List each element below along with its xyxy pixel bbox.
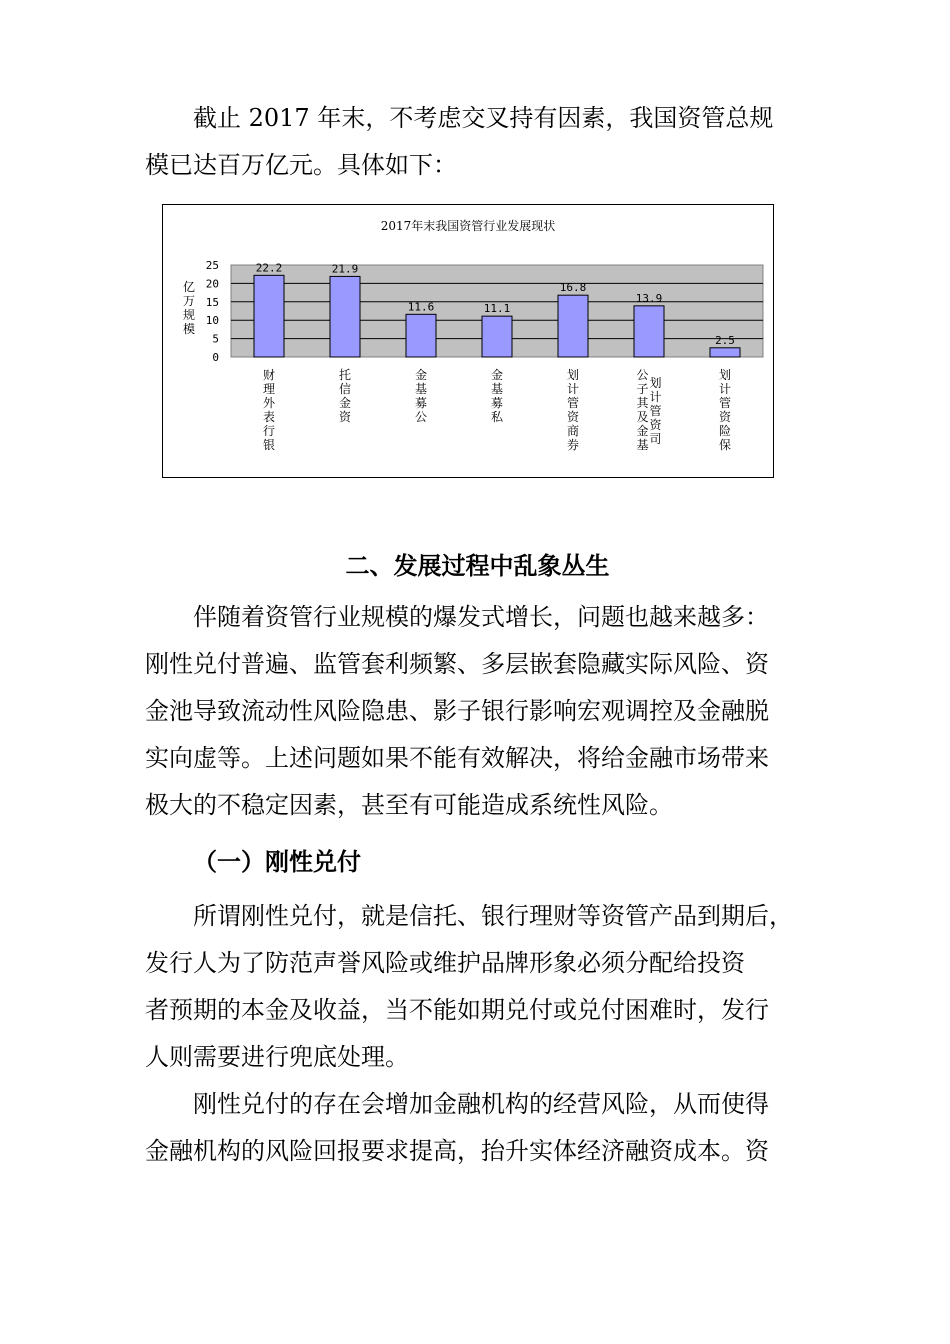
y-tick-label: 20 [205, 277, 219, 291]
y-axis-label [183, 280, 195, 336]
category-label: 金基募私 [490, 368, 504, 424]
section-paragraph [145, 594, 810, 829]
intro-paragraph [145, 95, 810, 189]
bar-value-label: 21.9 [331, 262, 359, 276]
text-line: 发行人为了防范声誉风险或维护品牌形象必须分配给投资 [145, 949, 745, 977]
bar [634, 306, 664, 357]
y-tick-label: 5 [212, 332, 219, 346]
subsection-heading: （一）刚性兑付 [193, 848, 361, 876]
text-line: 刚性兑付普遍、监管套利频繁、多层嵌套隐藏实际风险、资 [145, 650, 769, 678]
subsection-paragraph [145, 1081, 810, 1175]
y-axis-ticks [206, 259, 219, 364]
y-axis-label-text: 亿万规模 [182, 280, 196, 336]
y-tick-label: 25 [205, 259, 219, 272]
text-line: 刚性兑付的存在会增加金融机构的经营风险，从而使得 [193, 1090, 769, 1118]
y-tick-label: 0 [212, 351, 219, 364]
bar-value-label: 16.8 [559, 281, 587, 295]
text-line: 模已达百万亿元。具体如下： [145, 151, 457, 179]
category-label: 财理外表行银 [262, 368, 276, 452]
bar [482, 316, 512, 357]
category-label: 托信金资 [338, 368, 352, 424]
bar-value-label: 22.2 [255, 261, 283, 275]
chart-svg [163, 205, 773, 477]
y-tick-label: 15 [205, 295, 219, 309]
bar-value-label: 11.1 [483, 302, 511, 316]
bar [710, 348, 740, 357]
category-labels [263, 367, 732, 452]
text-line: 者预期的本金及收益，当不能如期兑付或兑付困难时，发行 [145, 996, 769, 1024]
text-line: 所谓刚性兑付，就是信托、银行理财等资管产品到期后， [193, 902, 793, 930]
bar [254, 275, 284, 357]
text-line: 金融机构的风险回报要求提高，抬升实体经济融资成本。资 [145, 1137, 769, 1165]
category-label: 划计管资险保 [718, 368, 732, 452]
bar [558, 295, 588, 357]
text-line: 金池导致流动性风险隐患、影子银行影响宏观调控及金融脱 [145, 697, 769, 725]
y-tick-label: 10 [205, 314, 219, 328]
category-label: 划计管资商券 [566, 368, 580, 452]
subsection-paragraph [145, 893, 810, 1081]
bar-value-label: 2.5 [715, 333, 735, 347]
bar [406, 314, 436, 357]
chart-title: 2017年末我国资管行业发展现状 [380, 219, 556, 233]
text-line: 实向虚等。上述问题如果不能有效解决，将给金融市场带来 [145, 744, 769, 772]
bar-chart [162, 204, 774, 478]
text-line: 极大的不稳定因素，甚至有可能造成系统性风险。 [145, 791, 673, 819]
category-label: 划计管资司 [649, 376, 662, 446]
bar-value-label: 13.9 [635, 291, 663, 305]
text-line: 截止 2017 年末，不考虑交叉持有因素，我国资管总规 [193, 104, 774, 132]
text-line: 人则需要进行兜底处理。 [145, 1043, 409, 1071]
category-label: 公子其及金基 [636, 368, 649, 452]
text-line: 伴随着资管行业规模的爆发式增长，问题也越来越多： [193, 603, 769, 631]
section-heading: 二、发展过程中乱象丛生 [345, 551, 610, 580]
bar-value-label: 11.6 [407, 300, 435, 314]
bar [330, 276, 360, 357]
category-label: 金基募公 [414, 368, 428, 424]
